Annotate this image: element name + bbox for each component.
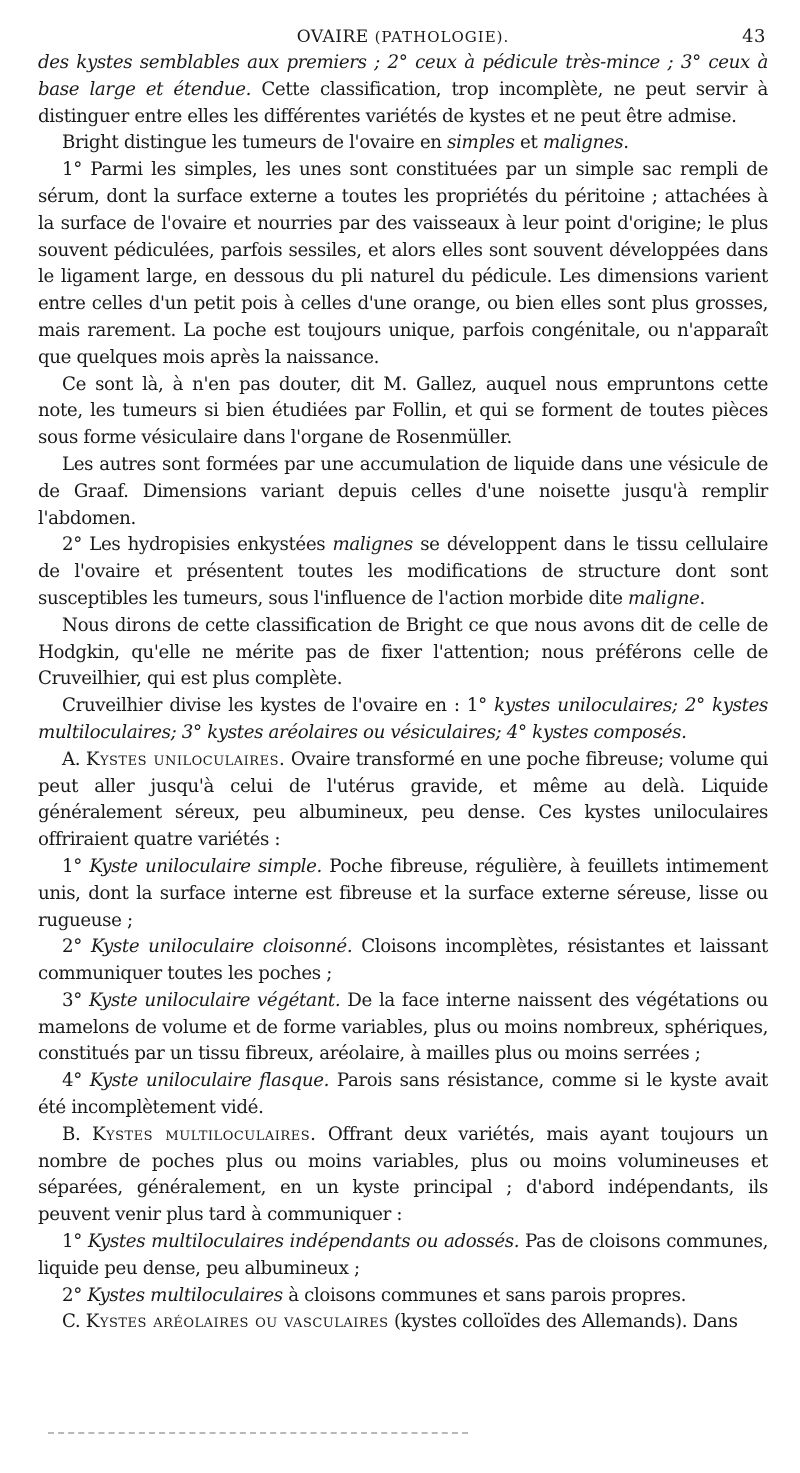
text-run: Nous dirons de cette classification de Bright ce que nous avons dit de celle de Hodgkin, qu'elle ne mérite pas de fixer l'attention; nous préférons celle de Cruveilhier, qui est plus complète. <box>38 614 768 690</box>
text-run: 1° <box>62 855 90 877</box>
paragraph <box>38 1283 768 1310</box>
text-run: (kystes colloïdes des Allemands). Dans <box>388 1311 738 1333</box>
paragraph <box>38 452 768 532</box>
italic-text: Kyste uniloculaire flasque. <box>89 1070 330 1092</box>
paragraph <box>38 934 768 988</box>
text-run: Parois sans résistance, comme si le kyste avait été incomplètement vidé. <box>38 1070 769 1119</box>
text-run: B. <box>62 1123 92 1145</box>
text-run: 2° <box>62 1284 88 1306</box>
text-run: et <box>514 132 543 154</box>
italic-text: maligne <box>628 587 700 609</box>
paragraph <box>38 613 768 693</box>
text-run: Cloisons incomplètes, résistantes et laissant communiquer toutes les poches ; <box>38 936 768 985</box>
italic-text: malignes <box>332 534 413 556</box>
text-run: Offrant deux variétés, mais ayant toujours un nombre de poches plus ou moins variables, plus ou moins volumineuses et séparées, généralement, en un kyste principal ; d'abord indépendants, ils peuvent venir plus tard à communiquer : <box>38 1123 768 1226</box>
italic-text: Kyste uniloculaire simple. <box>89 855 322 877</box>
paragraph <box>38 693 768 747</box>
body-text <box>38 50 768 1336</box>
text-run: . <box>699 587 705 609</box>
header-title: OVAIRE <box>296 27 369 47</box>
document-page <box>38 24 768 1444</box>
running-head-title <box>297 24 510 51</box>
text-run: . <box>623 132 629 154</box>
paragraph <box>38 157 768 371</box>
paragraph <box>38 532 768 612</box>
paragraph <box>38 1229 768 1283</box>
text-run: se développent dans le tissu cellulaire de l'ovaire et présentent toutes les modifications de structure dont sont susceptibles les tumeurs, sous l'influence de l'action morbide dite <box>38 534 768 609</box>
text-run: C. <box>62 1311 86 1333</box>
text-run: 4° <box>62 1070 90 1092</box>
text-run: 1° <box>62 1231 88 1253</box>
page-number: 43 <box>742 26 766 47</box>
header-subtitle: (PATHOLOGIE). <box>374 28 510 46</box>
text-run: Cette classification, trop incomplète, ne peut servir à distinguer entre elles les différentes variétés de kystes et ne peut être admise. <box>38 78 768 127</box>
text-run: 1° Parmi les simples, les unes sont constituées par un simple sac rempli de sérum, dont la surface externe a toutes les propriétés du péritoine ; attachées à la surface de l'ovaire et nourries par des vaisseaux à leur point d'origine; le plus souvent pédiculées, parfois sessiles, et alors elles sont souvent développées dans le ligament large, en dessous du pli naturel du pédicule. Les dimensions varient entre celles d'un petit pois à celles d'une orange, ou bien elles sont plus grosses, mais rarement. La poche est toujours unique, parfois congénitale, ou n'apparaît que quelques mois après la naissance. <box>38 159 768 368</box>
italic-text: kystes uniloculaires; 2° kystes multiloculaires; 3° kystes aréolaires ou vésiculaires; 4° kystes composés. <box>38 695 768 743</box>
italic-text: Kyste uniloculaire végétant. <box>88 989 341 1011</box>
text-run: Poche fibreuse, régulière, à feuillets intimement unis, dont la surface interne est fibreuse et la surface externe séreuse, lisse ou rugueuse ; <box>38 855 768 931</box>
italic-text: des kystes semblables aux premiers ; 2° ceux à pédicule très-mince ; 3° ceux à base large et étendue. <box>38 52 768 100</box>
section-heading: Kystes aréolaires ou vasculaires <box>85 1311 389 1333</box>
text-run: Les autres sont formées par une accumulation de liquide dans une vésicule de de Graaf. Dimensions variant depuis celles d'une noisette jusqu'à remplir l'abdomen. <box>38 453 768 529</box>
paragraph <box>38 1122 768 1229</box>
text-run: 3° <box>62 989 89 1011</box>
italic-text: Kyste uniloculaire cloisonné. <box>90 936 353 958</box>
text-run: Pas de cloisons communes, liquide peu dense, peu albumineux ; <box>38 1231 769 1279</box>
text-run: De la face interne naissent des végétations ou mamelons de volume et de forme variables, plus ou moins nombreux, sphériques, constitués par un tissu fibreux, aréolaire, à mailles plus ou moins serrées ; <box>38 989 768 1065</box>
paragraph <box>38 1309 768 1336</box>
text-run: Cruveilhier divise les kystes de l'ovaire en : 1° <box>62 695 495 717</box>
section-heading: Kystes multiloculaires. <box>91 1123 317 1145</box>
text-run: 2° <box>62 936 91 958</box>
paragraph <box>38 372 768 452</box>
italic-text: Kystes multiloculaires <box>87 1284 283 1306</box>
italic-text: simples <box>447 132 515 154</box>
text-run: Ovaire transformé en une poche fibreuse; volume qui peut aller jusqu'à celui de l'utérus gravide, et même au delà. Liquide généralement séreux, peu albumineux, peu dense. Ces kystes uniloculaires offriraient quatre variétés : <box>38 748 768 851</box>
text-run: A. <box>62 748 86 770</box>
text-run: à cloisons communes et sans parois propres. <box>282 1284 687 1306</box>
paragraph <box>38 747 768 854</box>
italic-text: Kystes multiloculaires indépendants ou adossés. <box>87 1231 520 1253</box>
footer-rule <box>48 1432 468 1434</box>
paragraph <box>38 50 768 130</box>
section-heading: Kystes uniloculaires. <box>85 748 286 770</box>
paragraph <box>38 130 768 157</box>
text-run: Ce sont là, à n'en pas douter, dit M. Gallez, auquel nous empruntons cette note, les tumeurs si bien étudiées par Follin, et qui se forment de toutes pièces sous forme vésiculaire dans l'organe de Rosenmüller. <box>38 373 768 449</box>
paragraph <box>38 988 768 1068</box>
paragraph <box>38 854 768 934</box>
italic-text: malignes <box>542 132 624 154</box>
paragraph <box>38 1068 768 1122</box>
text-run: 2° Les hydropisies enkystées <box>62 534 333 556</box>
running-head <box>38 24 768 50</box>
text-run: Bright distingue les tumeurs de l'ovaire en <box>62 132 448 154</box>
